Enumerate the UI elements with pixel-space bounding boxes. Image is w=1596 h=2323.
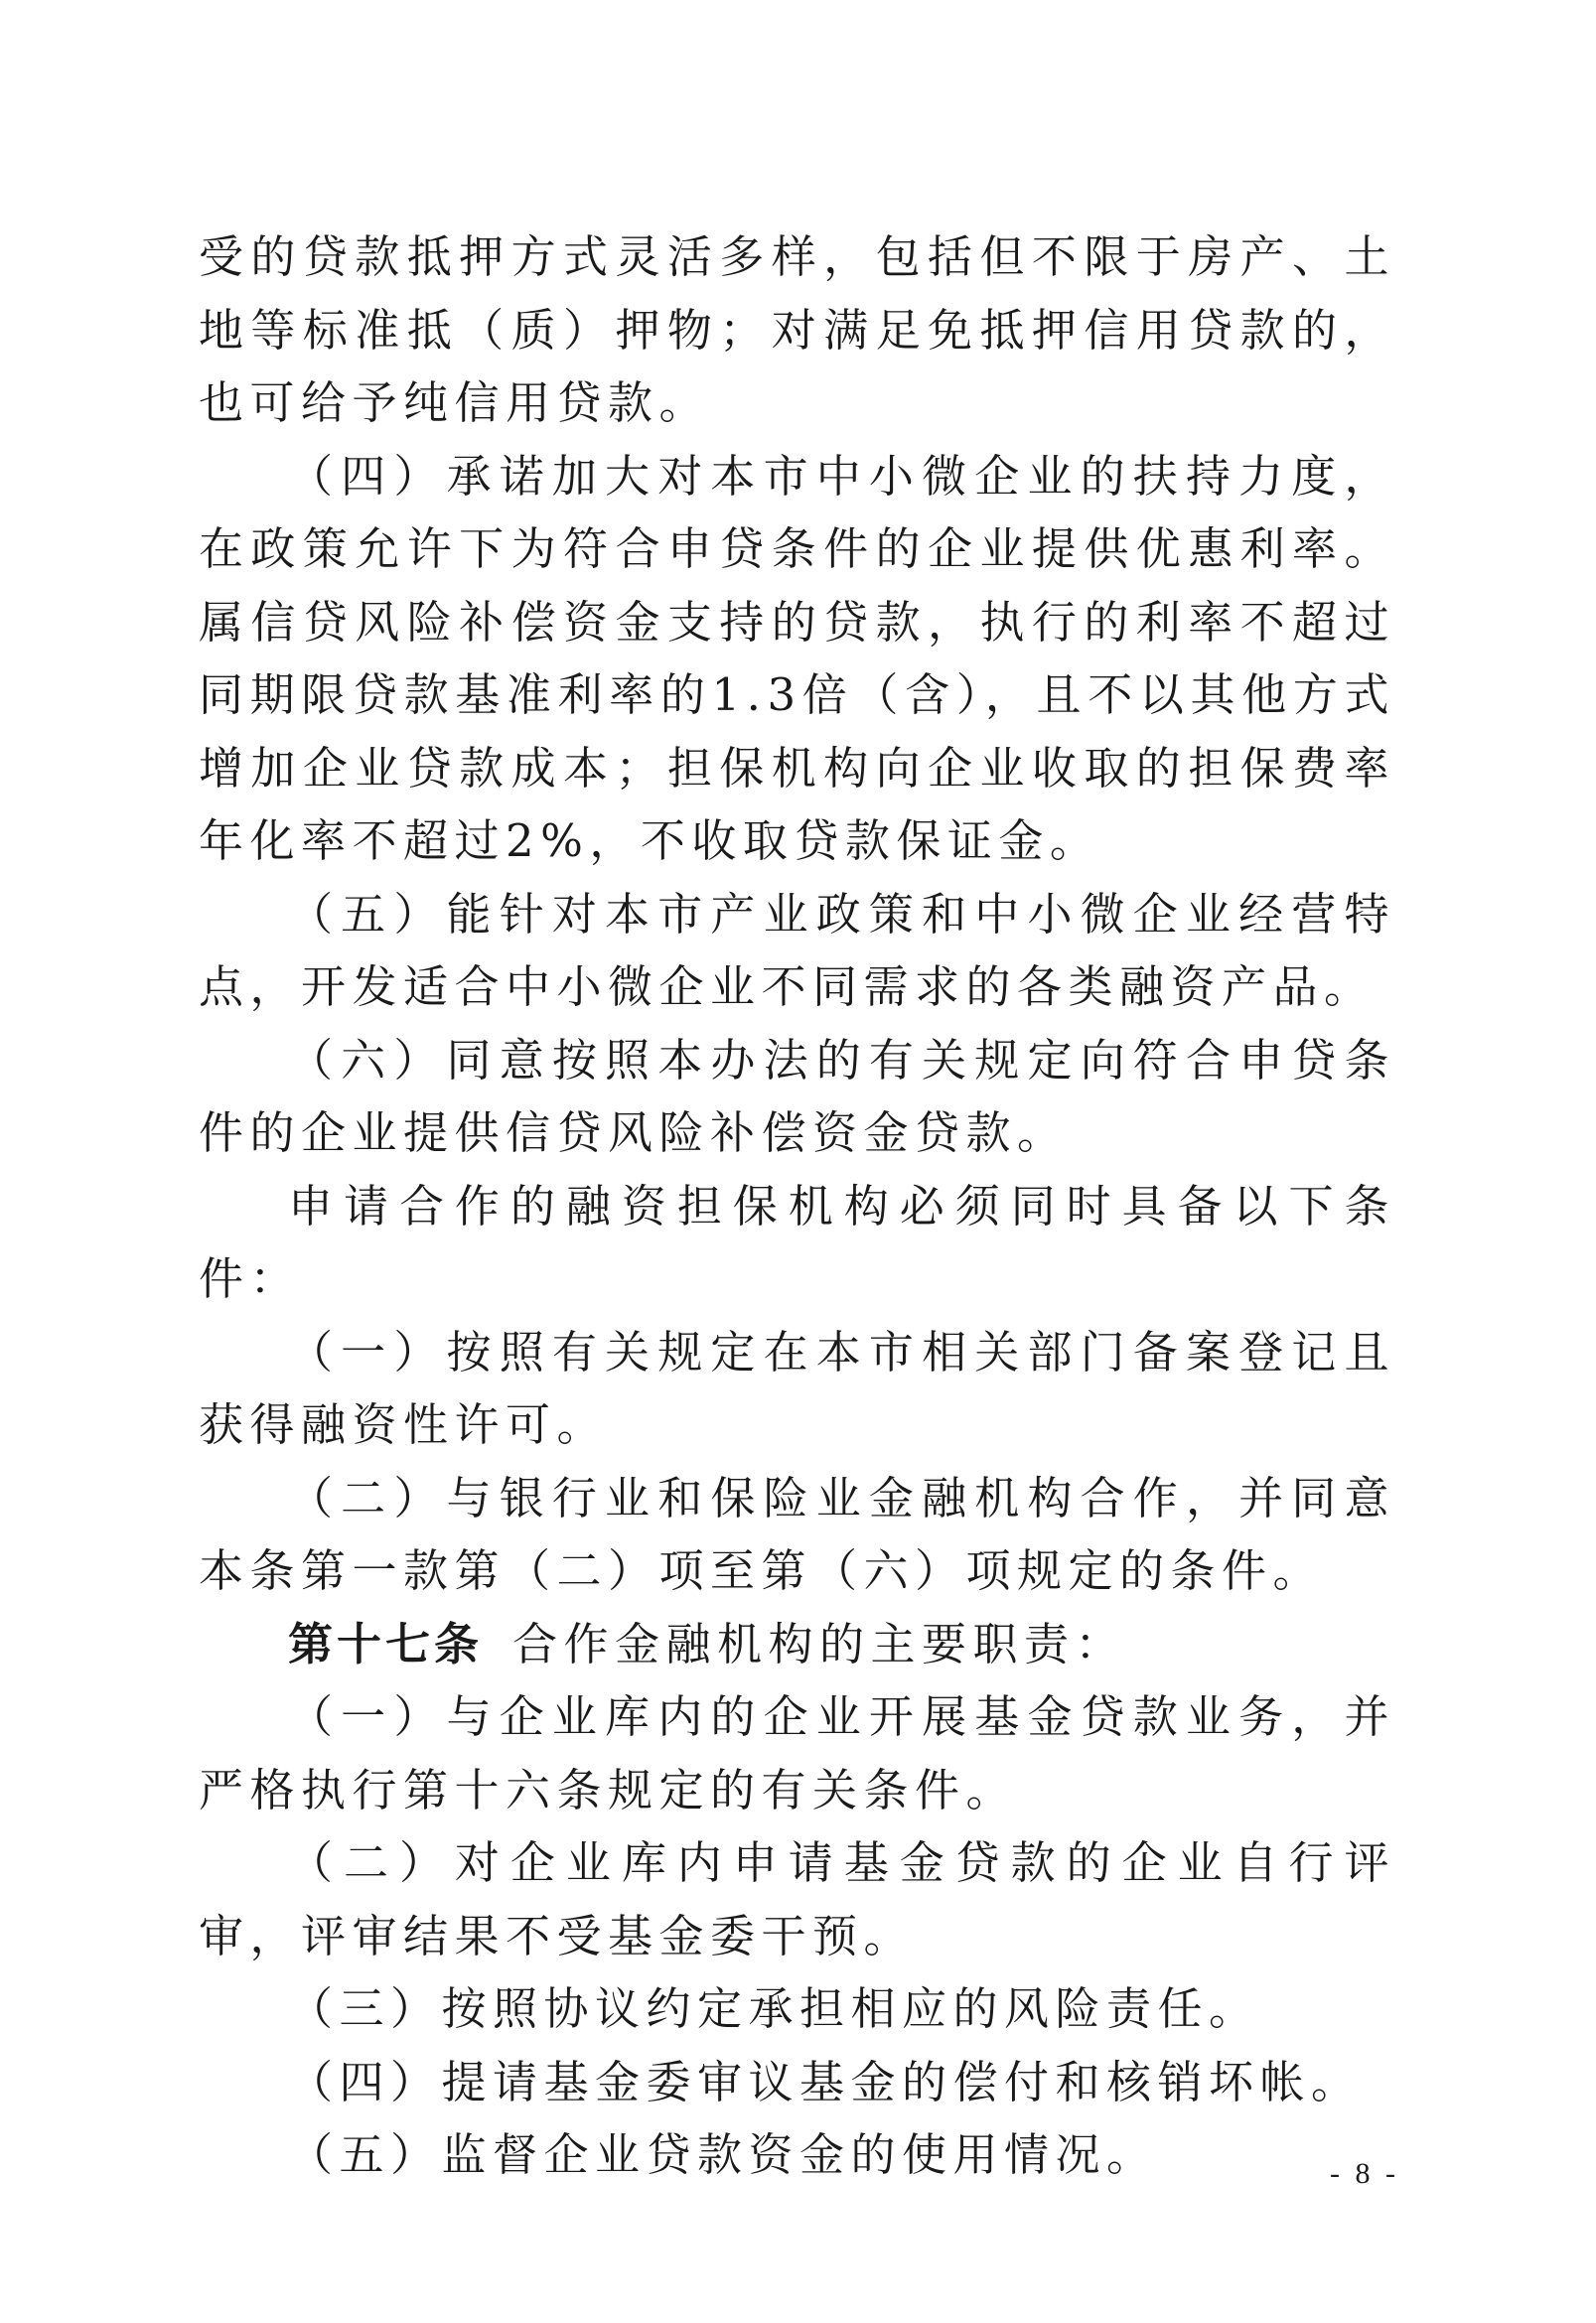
paragraph-loan-collateral: 受的贷款抵押方式灵活多样，包括但不限于房产、土地等标准抵（质）押物；对满足免抵押信用贷款的，也可给予纯信用贷款。 xyxy=(199,230,1395,429)
duty-item-five: （五）监督企业贷款资金的使用情况。 xyxy=(288,2128,1158,2181)
article-intro: 合作金融机构的主要职责： xyxy=(512,1617,1127,1670)
paragraph-item-five: （五）能针对本市产业政策和中小微企业经营特点，开发适合中小微企业不同需求的各类融资产品。 xyxy=(199,887,1395,1013)
duty-item-two: （二）对企业库内申请基金贷款的企业自行评审，评审结果不受基金委干预。 xyxy=(199,1836,1395,1962)
paragraph-guarantee-conditions: 申请合作的融资担保机构必须同时具备以下条件： xyxy=(199,1179,1395,1305)
document-body xyxy=(199,220,1395,2192)
paragraph-item-six: （六）同意按照本办法的有关规定向符合申贷条件的企业提供信贷风险补偿资金贷款。 xyxy=(199,1033,1395,1159)
paragraph-guarantee-item-two: （二）与银行业和保险业金融机构合作，并同意本条第一款第（二）项至第（六）项规定的条件。 xyxy=(199,1471,1395,1597)
page-number: - 8 - xyxy=(1330,2157,1399,2190)
paragraph-item-four: （四）承诺加大对本市中小微企业的扶持力度，在政策允许下为符合申贷条件的企业提供优惠利率。属信贷风险补偿资金支持的贷款，执行的利率不超过同期限贷款基准利率的1.3倍（含），且不以其他方式增加企业贷款成本；担保机构向企业收取的担保费率年化率不超过2%，不收取贷款保证金。 xyxy=(199,449,1395,867)
article-heading: 第十七条 xyxy=(288,1617,484,1670)
duty-item-four: （四）提请基金委审议基金的偿付和核销坏帐。 xyxy=(288,2055,1363,2108)
article-seventeen xyxy=(199,1608,1395,1681)
paragraph-guarantee-item-one: （一）按照有关规定在本市相关部门备案登记且获得融资性许可。 xyxy=(199,1325,1395,1451)
duty-item-one: （一）与企业库内的企业开展基金贷款业务，并严格执行第十六条规定的有关条件。 xyxy=(199,1690,1395,1816)
duty-item-three: （三）按照协议约定承担相应的风险责任。 xyxy=(288,1982,1260,2035)
